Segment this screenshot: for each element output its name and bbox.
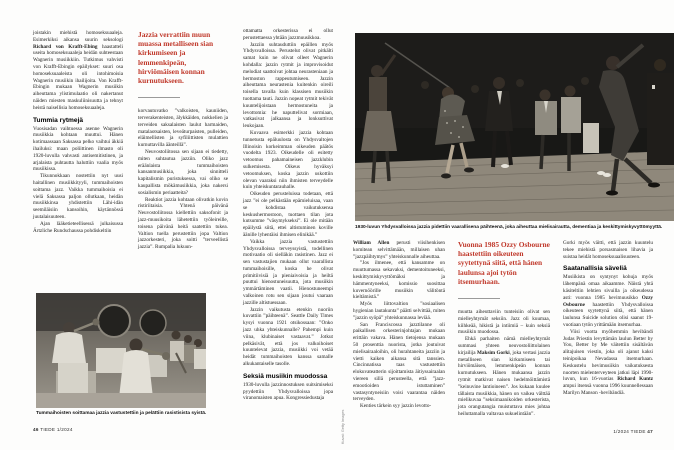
body-paragraph: Vuosisadan vaihtuessa asenne Wagnerin musiikkia kohtaan muuttui. Hänen kotimaassaan Saksassa pelko vaihtui äkkiä ihailuksi: maan poliittinen ilmasto oli 1920-luvulla vahvasti antisemitistinen, ja arjalaista puhtautta haluttiin vaalia myös musiikissa.: [33, 125, 123, 173]
right-column-3: [563, 240, 653, 397]
page-number: 47: [647, 429, 653, 434]
body-paragraph: 1930-luvulla jazzinnostuksen suitsimiseksi pyydettiin Yhdysvalloissa jopa viranomaisten apua. Kongressiedustaja: [243, 381, 333, 402]
body-paragraph: Vaikka jazzia vastustettiin Yhdysvalloissa terveyssyistä, todellinen motivaatio oli sielläkin rasistinen. Jazz ei sen vastustajien mukaan ollut vaarallista tummaihoisille, koska he olivat primitiivisiä ja pieniaivoisia ja heiltä puuttui hienostuneisuutta, jota musiikin ymmärtäminen vaatii. Hienostuneempi valkoinen rotu sen sijaan joutui vaaraan jazzille altistuessaan.: [243, 238, 333, 306]
left-column-2: [138, 30, 228, 251]
issue-number: 1/2024: [613, 429, 630, 434]
publication-name: TIEDE: [630, 429, 646, 434]
body-paragraph: Kuvaava esimerkki jazzia kohtaan tunnetusta epäluulosta on Yhdysvaltojen Illinoisin korkeimman oikeuden päätös vuodelta 1923. Oikeudelle oli esitetty vetoomus pahamaineisen jazzklubin sulkemisesta. Oikeus hyväksyi vetoomuksen, koska jazzin uskottiin olevan vaaraksi niin ihmisten terveydelle kuin yhteiskuntarauhalle.: [243, 129, 333, 191]
body-paragraph: Jazziin suhtauduttiin epäillen myös Yhdysvalloissa. Perustelut olivat pitkälti samat kuin ne olivat olleet Wagnerin kohdalla: jazzin rytmit ja improvisoidut melodiat saattoivat johtaa neurasteniaan ja hermoston rappeutumiseen. Jazzin aiheuttama neurastenia kuitenkin oireili toisella tavalla kuin klassisen musiikin tuottama tauti. Jazzin nopeat rytmit tekivät kuuntelijoistaan hermostuneita ja levottomia: he naputtelivat sormiaan, vatkasivat jalkaansa ja lonksuttivat leukojaan.: [243, 41, 333, 130]
pull-quote: Vuonna 1985 Ozzy Osbourne haastettiin oikeuteen syytettynä siitä, että hänen laulunsa ajoi tytön itsemurhaan.: [458, 240, 550, 286]
pullquote-divider: [138, 97, 180, 98]
jazz-band-illustration: [36, 293, 206, 408]
body-paragraph: Gorki myös väitti, että jazzin kuuntelu tekee miehistä porsasmaisen lihavia ja suistaa heidät homoseksuaalisuuteen.: [563, 240, 653, 260]
left-column-3: [243, 28, 333, 402]
left-column-1: [33, 30, 123, 234]
body-paragraph: Tikunnokkaan nostettiin nyt uusi haitallinen musiikkityyli, tummaihoisten soittama jazz. Vaikka tummaihoisia ei vielä Saksassa paljon ollutkaan, heidän musiikkinsa yhdistettiin Lähi-idän seemiläisiin kansoihin, käytännössä juutalaisuuteen.: [33, 173, 123, 220]
section-heading-tummia-rytmeja: Tummia rytmejä: [33, 116, 84, 124]
body-paragraph: Reaktiot jazzia kohtaan olivatkin kovin ristiriitaisia. Yhtenä päivänä Neuvostoliitossa kiellettiin saksofonit ja jazz-muusikoita lähetettiin työleireille, toisena päivänä heitä saatettiin tukea. Valtion tuella perustettiin jopa Valtion jazzorkesteri, joka soitti ”terveellistä jazzia”. Rumpalia lukuun-: [138, 196, 228, 251]
page-number: 46: [33, 427, 39, 432]
body-paragraph: Ehkä parhaiten nämä mielleyhtymät summasi yhteen neuvostoliittolainen kirjailija Maksim Gorki, joka vertasi jazzia metalliseen sian kirkumiseen tai hirviömäisen, lemmenkipeän konnan kurnutukseen. Hänen mukaansa jazzin rytmit matkivat naisen hedelmöittämistä ”keinuvine lantioineen”. Jos kukaan kuulee tällaista musiikkia, hänen on vaikea välttää mielikuvaa ”seksimaanikoiden orkesterista, jota orangutangia muistuttava mies johtaa heiluttamalla valtavaa sukuelintään”.: [458, 336, 551, 417]
body-paragraph: Oikeuden perusteluissa todetaan, että jazz ”ei ole pelkästään epämieluisaa, vaan se kohdistaa vaikutuksensa keskushermostoon, tuottaen tilan jota kutsumme ”väsymykseksi”. Ei ole mitään epäilystä siitä, ettei altistuminen koville äänille lyhentäisi ihmisen elinikää.”: [243, 191, 333, 238]
body-paragraph: Viisi vuotta myöhemmin hevibändi Judas Priestin levyttämän laulun Better by You, Better by Me väitettiin sisältävän alitajuisen viestin, joka oli ajanut kaksi teinipoikaa Nevadassa itsemurhaan. Keskustelu hevimusiikin vaikutuksesta nuorten mielenterveyteen jatkui läpi 1990-luvun, kun 16-vuotias Richard Kuntz ampui itsensä vuonna 1996 kuunnellessaan Marilyn Manson -hevibändiä.: [563, 328, 653, 396]
issue-number: 1/2024: [56, 427, 73, 432]
body-paragraph: Ajan lääketieteellisessä julkaisussa Ärtzliche Rundschaussa pohdiskeltiin: [33, 220, 123, 234]
dance-hall-photo: [355, 33, 674, 221]
body-paragraph: ”Jos ilmenee, että kansamme on muuttumassa sekavaksi, dementoituneeksi, keskittymiskyvyttömäksi ja hämmentyneeksi, komissio suosittaa kuvernöörille musiikin välitöntä kieltämistä.”: [353, 260, 445, 301]
right-column-2: [458, 240, 550, 418]
photo-credit: Kuvat: Getty Images: [341, 409, 345, 444]
body-paragraph: Jazzin vaikutusta etenkin nuoriin kuvattiin ”päihteenä”. Seattle Daily Times kysyi vuonna 1921 otsikossaan: ”Onko jazz uhka yhteiskunnalle? Pahempi kuin viina, klubinaiset vastaavat.” Jotkut pelkäsivät, että jos valkoihoiset kuuntelevat jazzia, musiikki voi vetää heidät tummaihoisten kanssa samalle alkukantaiselle tasolle.: [243, 306, 333, 368]
page-footer-left: [33, 427, 73, 433]
body-paragraph: muutta aiheuttaviin tunteisiin olivat sen mielleyhtymät seksiin. Jazz oli kuumaa, kiihkeää, hikistä ja intiimiä – kuin seksiä musiikin muodossa.: [458, 309, 550, 336]
body-paragraph: San Franciscossa jazztilanne oli paikallisen orkesterinjohtajan mukaan erittäin vakava. Hänen tietojensa mukaan 50 prosenttia nuorista, jotka joutuivat mielisairaaloihin, oli hurahtaneita jazziin ja vietti kaiken aikansa sitä tanssien. Cincinnatissa taas vastustettiin elokuvateatterin sijoittamista äitiyssairaalan viereen sillä perusteella, että ”jazz-emootioiden istuttaminen” vastasyntyneisiin voisi vaarantaa näiden terveyden.: [353, 321, 445, 403]
body-paragraph: Musiikista on syntynyt kohuja myös lähempänä omaa aikaamme. Näistä yhtä käsiteltiin lehtien sivuilla ja oikeudessa asti: vuonna 1985 hevimuusikko Ozzy Osbourne haastettiin Yhdysvalloissa oikeuteen syytettynä siitä, että hänen laulunsa Suicide solution olisi saanut 19-vuotiaan tytön yrittämään itsemurhaa.: [563, 274, 653, 328]
far-right-men: [647, 59, 674, 165]
dance-hall-illustration: [355, 33, 674, 221]
body-paragraph: korvautuvatko ”valkoisten, kauniiden, terverakenteisten, älykkäiden, nokkelien ja terveiden saksalaisten laulut harmaiden, matalaotsaisten, leveäturpaisten, pulleiden, eläimellisten ja syfiliittisten mulattien kurnuttavilla äänteillä”.: [138, 108, 228, 149]
publication-name: TIEDE: [40, 427, 56, 432]
body-paragraph: ottamatta orkesterissa ei ollut perustettaessa yhtään jazzmuusikkoa.: [243, 28, 333, 41]
body-paragraph: Neuvostoliitossa sen sijaan ei tiedetty, miten suhtautua jazziin. Oliko jazz eräänlaista tummaihoisten kansanmusiikkia, joka sinnitteli kapitalismin puristuksessa, vai oliko se kaupallista mökämusiikkia, joka nakersi sosialismin periaatteita?: [138, 149, 228, 196]
pull-quote: Jazzia verrattiin muun muassa metalliseen sian kirkumiseen ja lemmenkipeän, hirviömäisen konnan kurnutukseen.: [138, 30, 214, 86]
body-paragraph: joistakin miehistä homoseksuaaleja. Esimerkiksi aikansa suurin seksologi Richard von Krafft-Ebing haastatteli useita homoseksuaaleja heidän suhteestaan Wagnerin musiikkiin. Tutkimus vahvisti von Krafft-Ebingin epäilykset: suuri osa homoseksuaaleista oli intohimoisia Wagnerin musiikin ihailijoita. Von Krafft-Ebingin mukaan Wagnerin musiikin aiheuttama ylistimulaatio oli nakertanut näiden miesten maskuliinisuutta ja tehnyt heistä naisellisia homoseksuaaleja.: [33, 30, 123, 111]
body-paragraph: Myös liittovaltion ”sosiaalisen hygienian lautakunta” päätti selvittää, miten ”jazzin syöpä” yhteiskunnassa leviää.: [353, 301, 445, 321]
photo-caption: 1930-luvun Yhdysvalloissa jazzia pidettiin vaarallisena päihteenä, joka aiheuttaa mielisairautta, dementiaa ja keskittymiskyvyttömyyttä.: [355, 225, 663, 230]
section-heading-seksia-musiikin-muodossa: Seksiä musiikin muodossa: [243, 372, 328, 380]
pullquote-divider: [458, 298, 500, 299]
right-column-1: [353, 240, 445, 410]
body-paragraph: William Allen perusti viisihenkisen komitean selvittämään, millaisen uhan ”jazzpäihtymys” yhteiskunnalle aiheuttaa.: [353, 240, 445, 260]
page-footer-right: [613, 429, 653, 435]
section-heading-saatanallisia-savelia: Saatanallisia säveliä: [563, 265, 627, 273]
photo-caption: Tummaihoisten soittamaa jazzia vastustettiin ja pelättiin rasistisista syistä.: [36, 411, 207, 416]
jazz-band-photo: [36, 293, 206, 408]
body-paragraph: Kenties tärkein syy jazzin levotto-: [360, 403, 432, 410]
